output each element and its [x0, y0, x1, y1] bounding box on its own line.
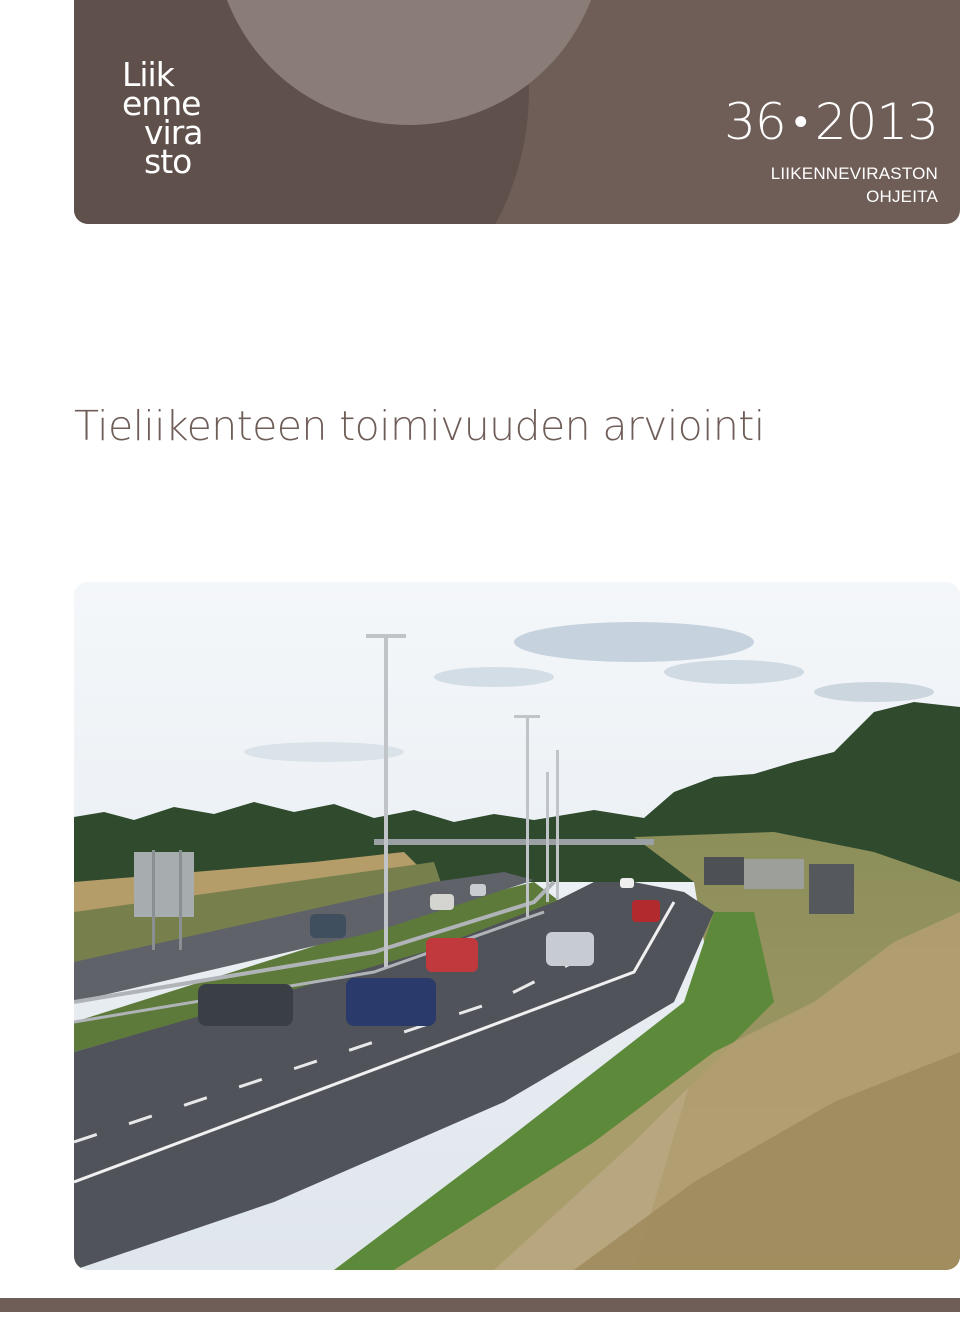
- issue-year: 2013: [814, 93, 938, 151]
- logo-line: enne: [122, 84, 201, 123]
- logo-line: sto: [144, 142, 192, 181]
- issue-separator-dot: •: [793, 99, 807, 145]
- logo-line: Liik: [122, 55, 174, 94]
- issue-number: 36: [724, 93, 786, 151]
- series-line: OHJEITA: [866, 187, 938, 206]
- issue-designation: [724, 92, 938, 152]
- header-band: [74, 0, 960, 224]
- footer-bar: [0, 1298, 960, 1312]
- series-line: LIIKENNEVIRASTON: [770, 164, 938, 183]
- liikennevirasto-logo: [122, 55, 203, 181]
- logo-line: vira: [144, 113, 203, 152]
- cover-photo-highway: [74, 582, 960, 1270]
- series-name: [771, 162, 938, 208]
- document-title: Tieliikenteen toimivuuden arviointi: [74, 402, 765, 450]
